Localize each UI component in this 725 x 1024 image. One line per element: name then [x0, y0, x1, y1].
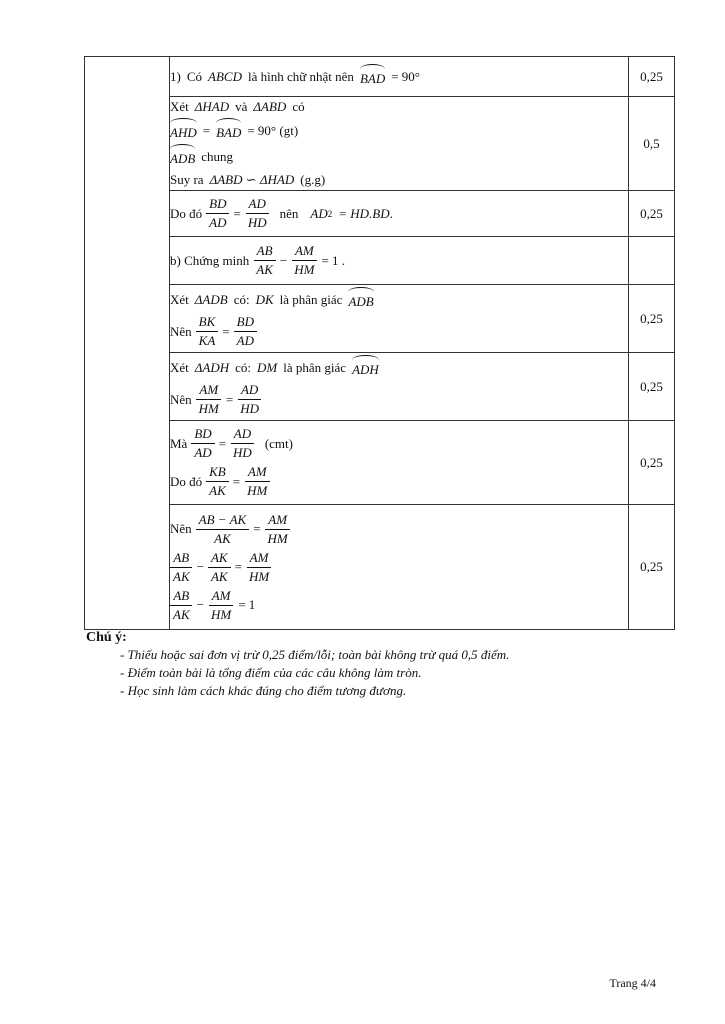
note-item: - Học sinh làm cách khác đúng cho điểm tương đương. [120, 683, 407, 698]
math-text: ΔADB [194, 291, 228, 307]
math-text: ΔABD [253, 99, 287, 114]
denominator: HM [247, 483, 268, 498]
math-text: AD [310, 205, 328, 221]
fraction [206, 463, 229, 500]
denominator: AK [210, 568, 228, 584]
numerator: AB [170, 587, 192, 606]
numerator: AK [208, 549, 231, 568]
solution-line [170, 587, 628, 624]
math-text: − [279, 252, 288, 268]
numerator: AM [209, 587, 234, 606]
table-row [85, 285, 675, 353]
text: Nên [170, 323, 192, 339]
solution-line [170, 381, 628, 418]
angle-symbol: BAD [216, 118, 241, 143]
fraction [237, 381, 262, 418]
math-text: ABCD [208, 68, 242, 84]
numerator: AD [231, 425, 254, 444]
numerator: BD [191, 425, 214, 444]
text: Suy ra [170, 172, 204, 187]
table-row [85, 97, 675, 191]
angle-symbol: AHD [170, 118, 197, 143]
solution-line [170, 97, 628, 117]
fraction [208, 587, 234, 624]
text: Nên [170, 391, 192, 407]
denominator: AD [236, 333, 254, 348]
solution-line [170, 313, 628, 350]
angle-symbol: ADB [348, 287, 373, 312]
table-row [85, 505, 675, 630]
denominator: HD [247, 215, 267, 230]
numerator: AD [246, 195, 269, 214]
math-text: = [225, 391, 234, 407]
math-text: = HD.BD [338, 205, 390, 221]
fraction [208, 549, 231, 586]
fraction [230, 425, 255, 462]
score-cell: 0,25 [629, 421, 675, 505]
math-text: = [253, 521, 261, 536]
table-row [85, 191, 675, 237]
text: Nên [170, 521, 192, 536]
text: Có [186, 68, 203, 84]
note-section [86, 630, 686, 700]
table-row [85, 57, 675, 97]
numerator: AM [265, 511, 290, 530]
table-row [85, 237, 675, 285]
math-text: = 90° (gt) [247, 122, 299, 138]
text: Do đó [170, 473, 203, 489]
math-text: − [196, 559, 204, 574]
numerator: AB [254, 242, 276, 261]
solution-line [170, 549, 628, 586]
numerator: BK [196, 313, 219, 332]
math-text: = 1 . [321, 252, 346, 268]
table-row [85, 353, 675, 421]
numerator: AM [196, 381, 221, 400]
numerator: AB [170, 549, 192, 568]
denominator: AK [256, 262, 273, 277]
denominator: HM [198, 401, 219, 416]
fraction [196, 313, 219, 350]
solution-line [170, 463, 628, 500]
math-text: DK [255, 291, 274, 307]
denominator: AK [173, 606, 190, 622]
solution-cell [170, 421, 629, 505]
text: Xét [170, 99, 189, 114]
angle-symbol: ADB [170, 144, 195, 169]
solution-line [170, 118, 628, 143]
fraction [246, 549, 272, 586]
numerator: KB [206, 463, 229, 482]
math-text: DM [257, 359, 278, 375]
score-cell: 0,25 [629, 285, 675, 353]
text: b) Chứng minh [170, 252, 250, 268]
fraction [244, 463, 270, 500]
denominator: HD [240, 401, 260, 416]
score-cell: 0,5 [629, 97, 675, 191]
score-cell [629, 237, 675, 285]
solution-line [170, 144, 628, 169]
math-text: = 90° [391, 68, 420, 84]
grading-table [84, 56, 675, 630]
math-text: = [222, 323, 230, 339]
text: Xét [170, 359, 189, 375]
math-text: = [202, 122, 211, 138]
score-cell: 0,25 [629, 57, 675, 97]
denominator: KA [198, 333, 216, 348]
angle-symbol: BAD [360, 64, 385, 89]
left-blank-column [85, 57, 170, 630]
fraction [245, 195, 270, 232]
note-item: - Điểm toàn bài là tổng điểm của các câu không làm tròn. [120, 665, 422, 680]
text: là phân giác [279, 291, 343, 307]
fraction [196, 511, 250, 548]
fraction [191, 425, 214, 462]
numerator: BD [206, 195, 229, 214]
text: chung [201, 148, 234, 164]
table-row [85, 421, 675, 505]
solution-line [170, 355, 628, 380]
note-item: - Thiếu hoặc sai đơn vị trừ 0,25 điểm/lỗi; toàn bài không trừ quá 0,5 điểm. [120, 647, 510, 662]
note-title: Chú ý: [86, 630, 127, 645]
text: có: [235, 359, 252, 375]
fraction [170, 549, 193, 586]
solution-cell [170, 237, 629, 285]
numerator: AM [292, 242, 317, 261]
text: là phân giác [283, 359, 347, 375]
solution-line [170, 511, 628, 548]
fraction [253, 242, 276, 279]
fraction [265, 511, 291, 548]
numerator: AB − AK [196, 511, 250, 530]
math-text: = [234, 559, 242, 574]
score-cell: 0,25 [629, 191, 675, 237]
denominator: HM [248, 568, 270, 584]
fraction [234, 313, 257, 350]
solution-line [170, 425, 628, 462]
denominator: AD [194, 445, 212, 460]
text: . [389, 205, 393, 221]
solution-cell [170, 505, 629, 630]
solution-line: Do đó $\frac{BD}{AD}$ = $\frac{AD}{HD}$ nên AD 2 = HD.BD . [170, 196, 393, 230]
math-text: = 1 [238, 597, 256, 612]
numerator: AM [245, 463, 270, 482]
solution-cell [170, 285, 629, 353]
solution-line [170, 170, 628, 190]
text: (cmt) [264, 435, 293, 451]
numerator: AM [247, 549, 272, 568]
solution-line [170, 242, 628, 279]
denominator: HM [294, 262, 315, 277]
score-cell: 0,25 [629, 353, 675, 421]
denominator: AD [209, 215, 227, 230]
fraction [170, 587, 193, 624]
text: nên [279, 205, 299, 221]
text: Mà [170, 435, 188, 451]
numerator: BD [234, 313, 257, 332]
math-text: = [232, 473, 241, 489]
solution-cell [170, 353, 629, 421]
denominator: AK [173, 568, 190, 584]
text: là hình chữ nhật nên [247, 68, 354, 84]
math-text: − [196, 597, 204, 612]
angle-symbol: ADH [352, 355, 379, 380]
math-text: ΔADH [194, 359, 230, 375]
solution-cell [170, 57, 629, 97]
math-text: ΔABD ∽ ΔHAD [209, 172, 295, 187]
denominator: HD [233, 445, 252, 460]
solution-line [170, 287, 628, 312]
fraction [291, 242, 317, 279]
numerator: AD [238, 381, 261, 400]
text: (g.g) [300, 172, 326, 187]
denominator: HM [210, 606, 232, 622]
fraction [206, 195, 229, 232]
text: và [235, 99, 248, 114]
fraction [196, 381, 222, 418]
item-number: 1) [170, 68, 181, 84]
text: có [292, 99, 305, 114]
solution-cell [170, 191, 629, 237]
math-text: = [233, 205, 241, 221]
solution-line [170, 64, 628, 89]
page-number: Trang 4/4 [609, 976, 656, 990]
math-text: ΔHAD [194, 99, 230, 114]
denominator: HM [267, 530, 288, 546]
score-cell: 0,25 [629, 505, 675, 630]
math-text: = [218, 435, 227, 451]
text: có: [233, 291, 250, 307]
text: Xét [170, 291, 189, 307]
solution-cell [170, 97, 629, 191]
text: Do đó [170, 205, 203, 221]
denominator: AK [214, 530, 231, 546]
denominator: AK [209, 483, 226, 498]
